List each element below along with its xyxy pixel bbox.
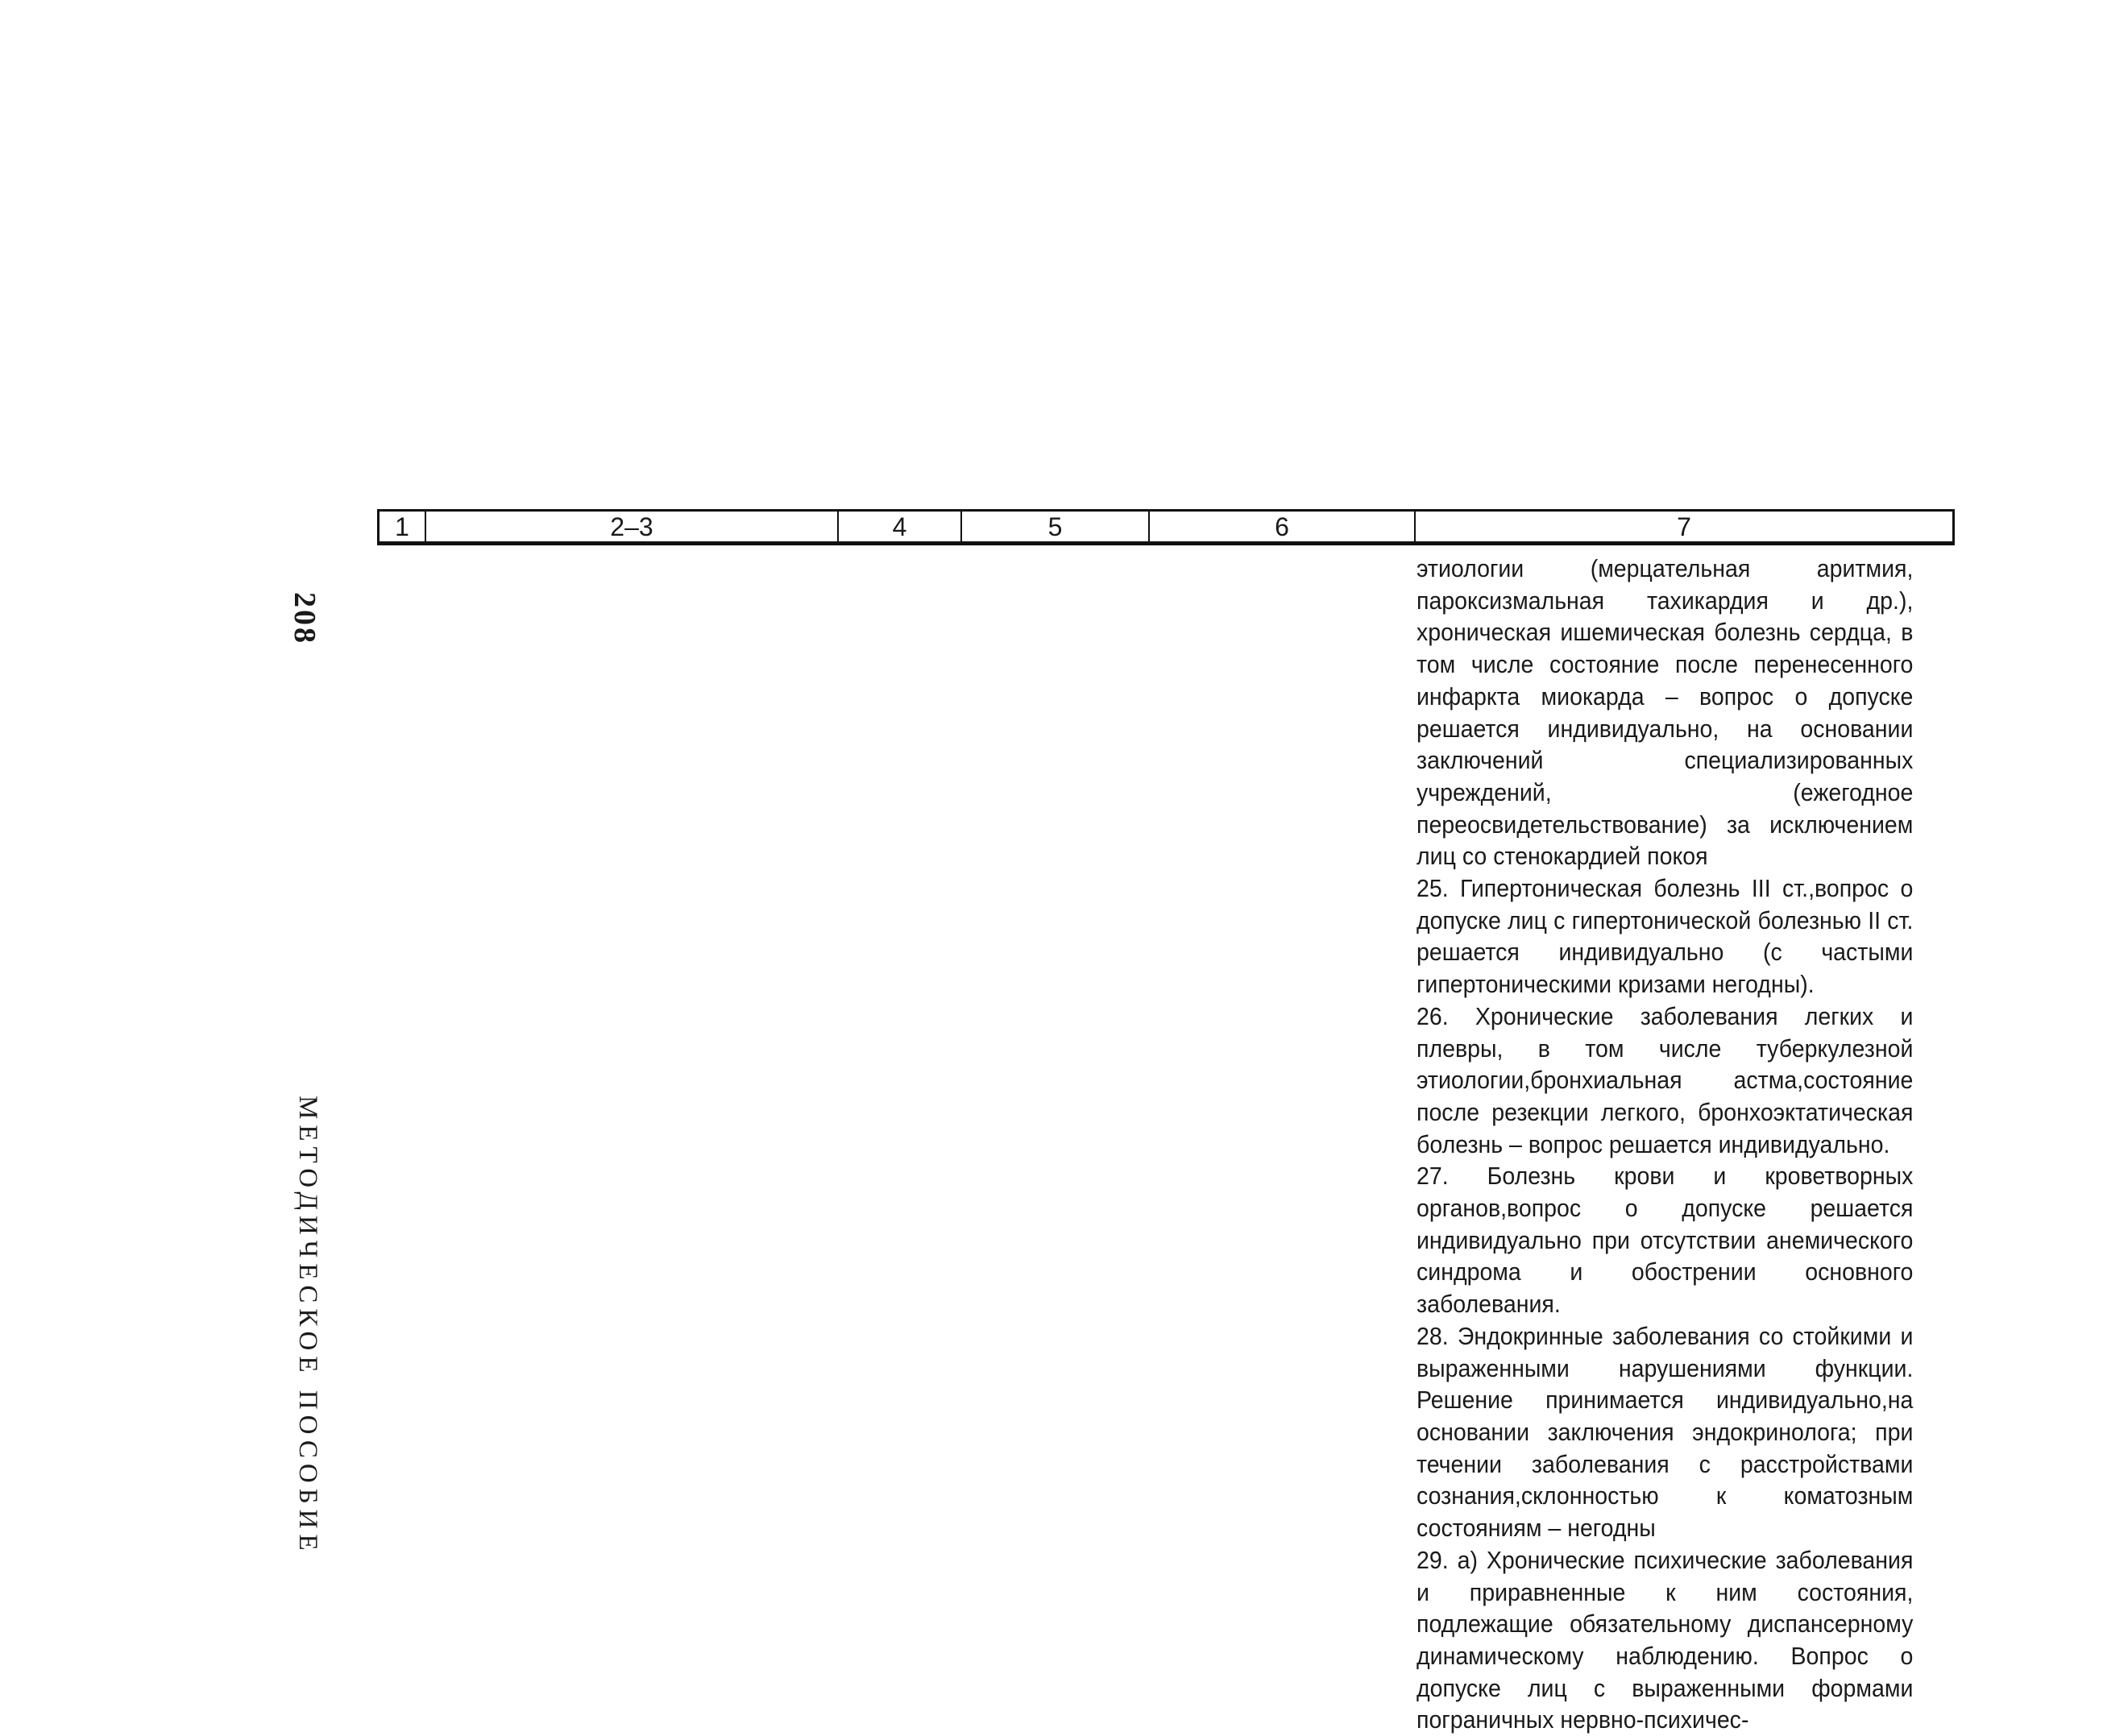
paragraph-item-29: 29. а) Хронические психические заболевания и приравненные к ним состояния, подлежащие обязательному диспансерному динамическому наблюдению. Вопрос о допуске лиц с выраженными формами пограничных нервно-психичес- [1417, 1545, 1914, 1734]
column-header-7: 7 [1677, 512, 1691, 541]
column-header-4: 4 [839, 512, 962, 541]
column-header-6: 6 [1150, 512, 1416, 541]
running-title: МЕТОДИЧЕСКОЕ ПОСОБИЕ [293, 1096, 322, 1556]
paragraph-item-28: 28. Эндокринные заболевания со стойкими и выраженными нарушениями функции. Решение принимается индивидуально,на основании заключения эндокринолога; при течении заболевания с расстройствами сознания,склонностью к коматозным состояниям – негодны [1417, 1321, 1914, 1543]
paragraph-item-25: 25. Гипертоническая болезнь III ст.,вопрос о допуске лиц с гипертонической болезнью II ст. решается индивидуально (с частыми гипертоническими кризами негодны). [1417, 874, 1914, 999]
table-header-row [377, 509, 1955, 545]
paragraph-item-26: 26. Хронические заболевания легких и плевры, в том числе туберкулезной этиологии,бронхиальная астма,состояние после резекции легкого, бронхоэктатическая болезнь – вопрос решается индивидуально. [1417, 1001, 1914, 1158]
column-header-5: 5 [962, 512, 1150, 541]
column-header-1: 1 [380, 512, 426, 541]
paragraph-continuation: этиологии (мерцательная аритмия, пароксизмальная тахикардия и др.), хроническая ишемическая болезнь сердца, в том числе состояние после перенесенного инфаркта миокарда – вопрос о допуске решается индивидуально, на основании заключений специализированных учреждений, (ежегодное переосвидетельствование) за исключением лиц со стенокардией покоя [1417, 554, 1914, 871]
page-number: 208 [288, 592, 321, 645]
paragraph-item-27: 27. Болезнь крови и кроветворных органов,вопрос о допуске решается индивидуально при отсутствии анемического синдрома и обострении основного заболевания. [1417, 1162, 1914, 1319]
column-header-2-3: 2–3 [426, 512, 839, 541]
column-7-content [1417, 553, 1913, 1736]
